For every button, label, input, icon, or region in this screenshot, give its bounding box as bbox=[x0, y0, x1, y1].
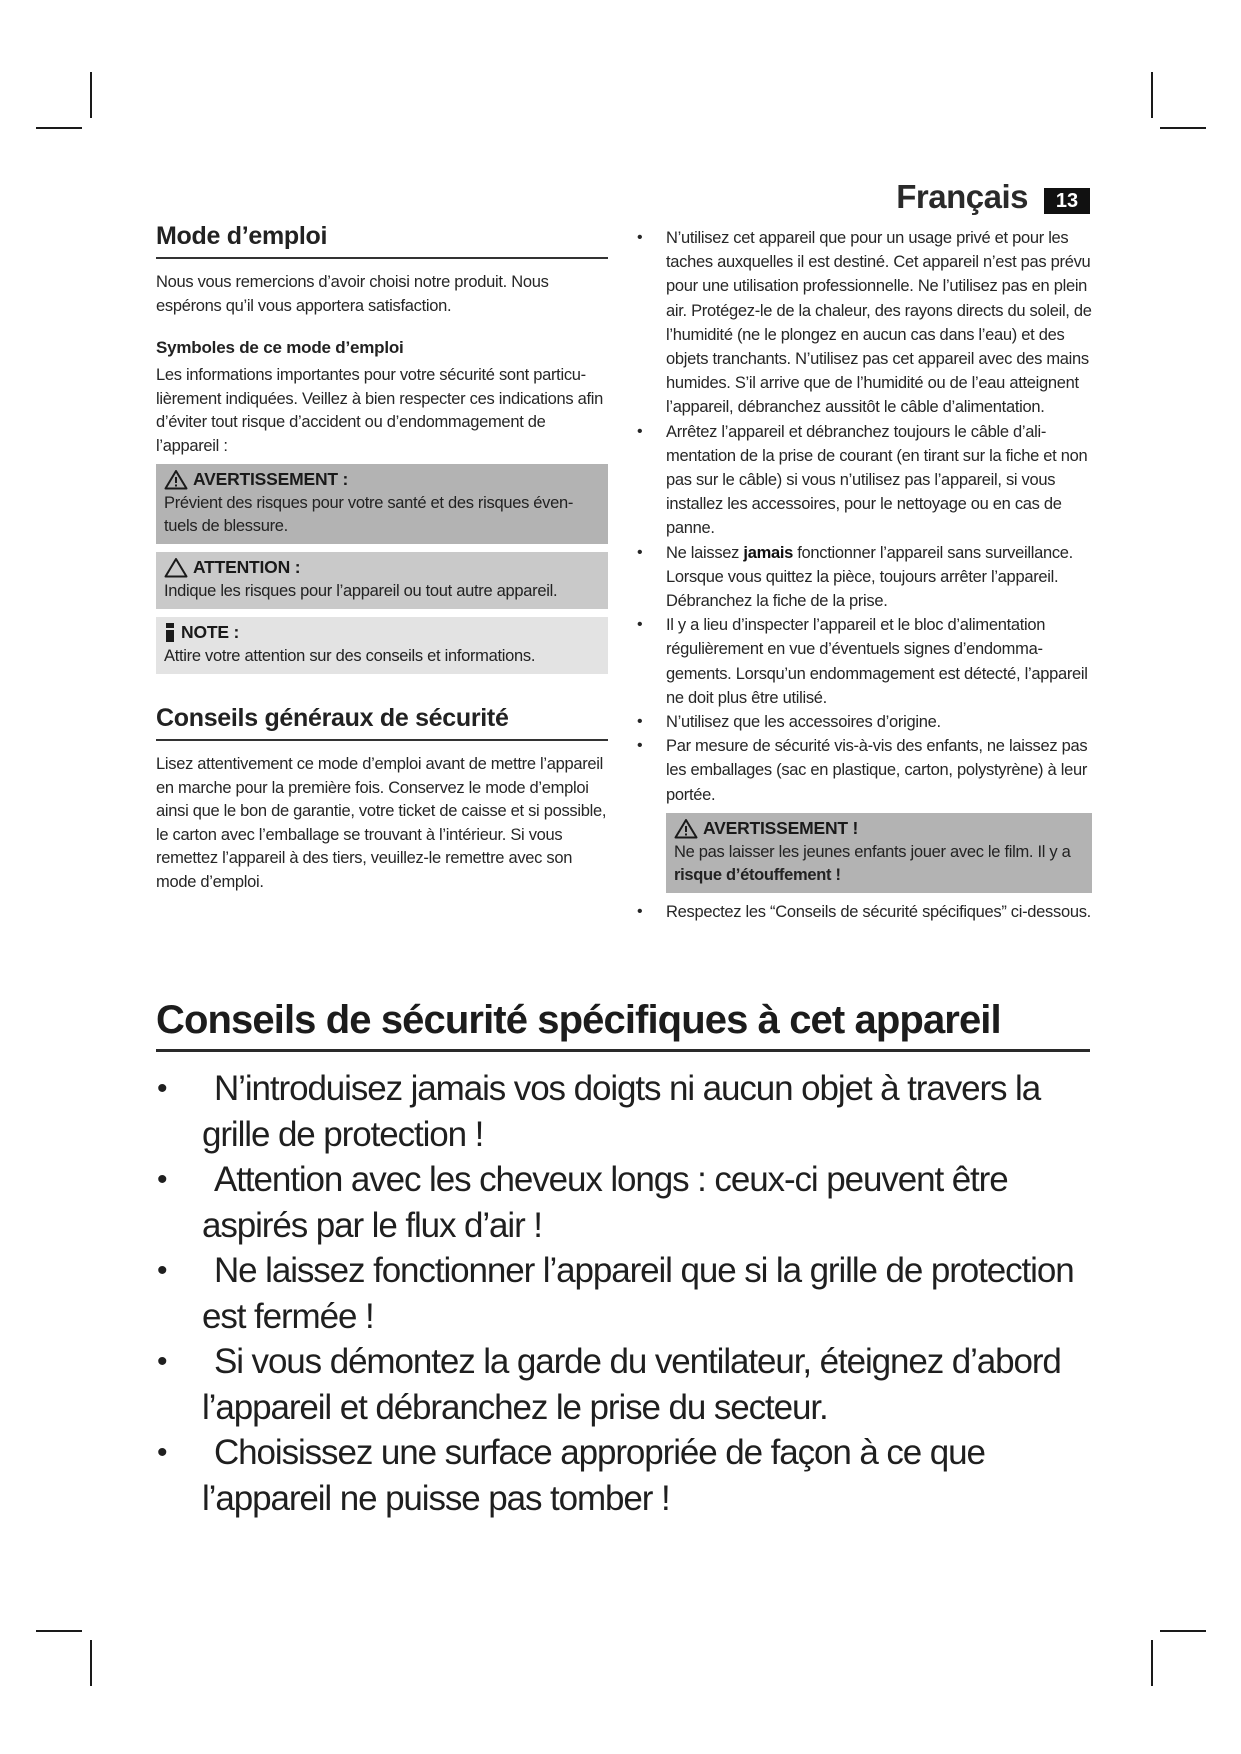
intro-paragraph: Nous vous remercions d’avoir choisi notre produit. Nous espérons qu’il vous apportera satisfaction. bbox=[156, 273, 549, 315]
safety-bullet-list-end bbox=[632, 900, 1092, 924]
list-item: • Ne laissez jamais fonctionner l’appareil sans surveillance. Lorsque vous quittez la pièce, toujours arrêter l’appareil. Débranchez la fiche de la prise. bbox=[637, 543, 1073, 611]
attention-box-title: ATTENTION : bbox=[193, 557, 301, 577]
attention-box-header bbox=[164, 557, 600, 578]
suffocation-warning-text: Ne pas laisser les jeunes enfants jouer avec le film. Il y a risque d’étouffement ! bbox=[674, 842, 1071, 884]
language-label: Français bbox=[896, 178, 1028, 215]
list-item: • Il y a lieu d’inspecter l’appareil et le bloc d’alimentation régulièrement en vue d’éventuels signes d’endommagements. Lorsqu’un endommagement est détecté, l’appareil ne doit plus être utilisé. bbox=[637, 616, 1088, 707]
emphasis-text: jamais bbox=[743, 543, 793, 562]
left-column bbox=[156, 222, 608, 894]
crop-mark bbox=[90, 72, 92, 118]
warning-box-title: AVERTISSEMENT : bbox=[193, 469, 349, 489]
list-item: • Attention avec les cheveux longs : ceux-ci peuvent être aspirés par le flux d’air ! bbox=[157, 1160, 1008, 1245]
suffocation-warning-header bbox=[674, 818, 1084, 839]
subsection-title-symbols: Symboles de ce mode d’emploi bbox=[156, 338, 404, 357]
section-title-mode-emploi: Mode d’emploi bbox=[156, 222, 608, 259]
crop-mark bbox=[36, 1630, 82, 1632]
list-item: • Arrêtez l’appareil et débranchez toujours le câble d’alimentation de la prise de courant (en tirant sur la fiche et non pas sur le câble) si vous n’utilisez pas l’appareil, si vous installez les accessoires, pour le nettoyage ou en cas de panne. bbox=[637, 422, 1088, 538]
page-header bbox=[896, 178, 1090, 222]
list-item: • Ne laissez fonctionner l’appareil que si la grille de protection est fermée ! bbox=[157, 1251, 1074, 1336]
suffocation-warning-title: AVERTISSEMENT ! bbox=[703, 817, 859, 838]
crop-mark bbox=[36, 127, 82, 129]
attention-triangle-icon bbox=[164, 557, 188, 578]
warning-triangle-icon bbox=[164, 469, 188, 490]
note-box-text: Attire votre attention sur des conseils et informations. bbox=[164, 647, 536, 665]
list-item: • Si vous démontez la garde du ventilateur, éteignez d’abord l’appareil et débranchez le prise du secteur. bbox=[157, 1342, 1061, 1427]
note-box bbox=[156, 617, 608, 674]
info-icon bbox=[164, 622, 176, 643]
crop-mark bbox=[90, 1640, 92, 1686]
note-box-header bbox=[164, 622, 600, 643]
specific-safety-header bbox=[156, 998, 1090, 1052]
list-item: • N’utilisez que les accessoires d’origine. bbox=[637, 713, 941, 732]
safety-bullet-list bbox=[632, 226, 1092, 807]
crop-mark bbox=[1160, 127, 1206, 129]
warning-box-header bbox=[164, 469, 600, 490]
suffocation-warning-bold: risque d’étouffement ! bbox=[674, 865, 841, 884]
section-title-general-safety: Conseils généraux de sécurité bbox=[156, 704, 608, 741]
crop-mark bbox=[1151, 1640, 1153, 1686]
note-box-title: NOTE : bbox=[181, 622, 240, 642]
crop-mark bbox=[1151, 72, 1153, 118]
list-item: • Choisissez une surface appropriée de façon à ce que l’appareil ne puisse pas tomber ! bbox=[157, 1433, 985, 1518]
list-item: • N’introduisez jamais vos doigts ni aucun objet à travers la grille de protection ! bbox=[157, 1069, 1041, 1154]
list-item: • Par mesure de sécurité vis-à-vis des enfants, ne laissez pas les emballages (sac en plastique, carton, polystyrène) à leur portée. bbox=[637, 737, 1088, 804]
crop-mark bbox=[1160, 1630, 1206, 1632]
attention-box-text: Indique les risques pour l’appareil ou tout autre appareil. bbox=[164, 582, 558, 600]
symbols-paragraph: Les informations importantes pour votre sécurité sont particulièrement indiquées. Veillez à bien respecter ces indications afin d’éviter tout risque d’accident ou d’endommagement de l’appareil : bbox=[156, 366, 604, 455]
warning-box bbox=[156, 464, 608, 544]
right-column bbox=[632, 226, 1092, 924]
specific-safety-title: Conseils de sécurité spécifiques à cet appareil bbox=[156, 998, 1090, 1052]
list-item: • N’utilisez cet appareil que pour un usage privé et pour les taches auxquelles il est destiné. Cet appareil n’est pas prévu pour une utilisation professionnelle. Ne l’utilisez pas en plein air. Protégez-le de la chaleur, des rayons directs du soleil, de l’humidité (ne le plongez en aucun cas dans l’eau) et des objets tranchants. N’utilisez pas cet appareil avec des mains humides. S’il arrive que de l’humidité ou de l’eau atteignent l’appareil, débranchez aussitôt le câble d’alimentation. bbox=[637, 229, 1092, 417]
warning-box-text: Prévient des risques pour votre santé et des risques éventuels de blessure. bbox=[164, 494, 574, 535]
general-safety-paragraph: Lisez attentivement ce mode d’emploi avant de mettre l’appareil en marche pour la première fois. Conservez le mode d’emploi ainsi que le bon de garantie, votre ticket de caisse et si possible, le carton avec l’emballage se trouvant à l’intérieur. Si vous remettez l’appareil à des tiers, veuillez-le remettre avec son mode d’emploi. bbox=[156, 755, 607, 891]
page-number: 13 bbox=[1044, 188, 1090, 214]
list-item: • Respectez les “Conseils de sécurité spécifiques” ci-dessous. bbox=[637, 902, 1091, 921]
attention-box bbox=[156, 552, 608, 609]
specific-safety-list bbox=[156, 1066, 1096, 1521]
suffocation-warning-box bbox=[666, 813, 1092, 893]
warning-triangle-icon bbox=[674, 818, 698, 839]
